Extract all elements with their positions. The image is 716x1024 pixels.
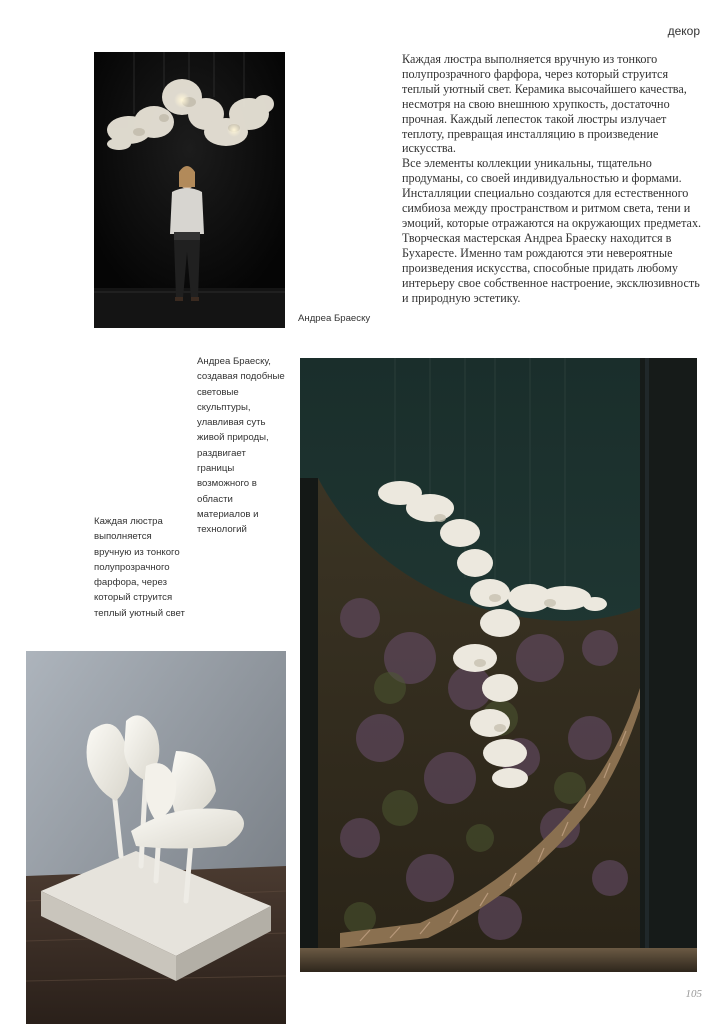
- portrait-photo: [94, 52, 285, 328]
- page-number: 105: [685, 988, 702, 1000]
- chandelier-caption: Каждая люстра выполняется вручную из тонкого полупрозрачного фарфора, через который струится теплый уютный свет: [94, 516, 185, 619]
- portrait-caption: Андреа Браеску: [298, 313, 371, 324]
- article-body: [402, 52, 702, 305]
- installation-photo: [300, 358, 697, 972]
- article-paragraph: Все элементы коллекции уникальны, тщательно продуманы, со своей индивидуальностью и формами. Инсталляции специально создаются для естественного симбиоза между пространством и ритмом света, тени и эмоций, которые отражаются на окружающих предметах. Творческая мастерская Андреа Браеску находится в Бухаресте. Именно там рождаются эти невероятные произведения искусства, способные придать любому интерьеру свое собственное настроение, эксклюзивность и природную эстетику.: [402, 156, 702, 305]
- article-paragraph: Каждая люстра выполняется вручную из тонкого полупрозрачного фарфора, через который струится теплый уютный свет. Керамика высочайшего качества, несмотря на свою внешнюю хрупкость, достаточно прочная. Каждый лепесток такой люстры излучает теплоту, превращая инсталляцию в произведение искусства.: [402, 52, 687, 156]
- section-label: декор: [667, 24, 700, 38]
- designer-caption: Андреа Браеску, создавая подобные световые скульптуры, улавливая суть живой природы, раздвигает границы возможного в области материалов и технологий: [197, 356, 285, 536]
- sculpture-photo: [26, 651, 286, 1024]
